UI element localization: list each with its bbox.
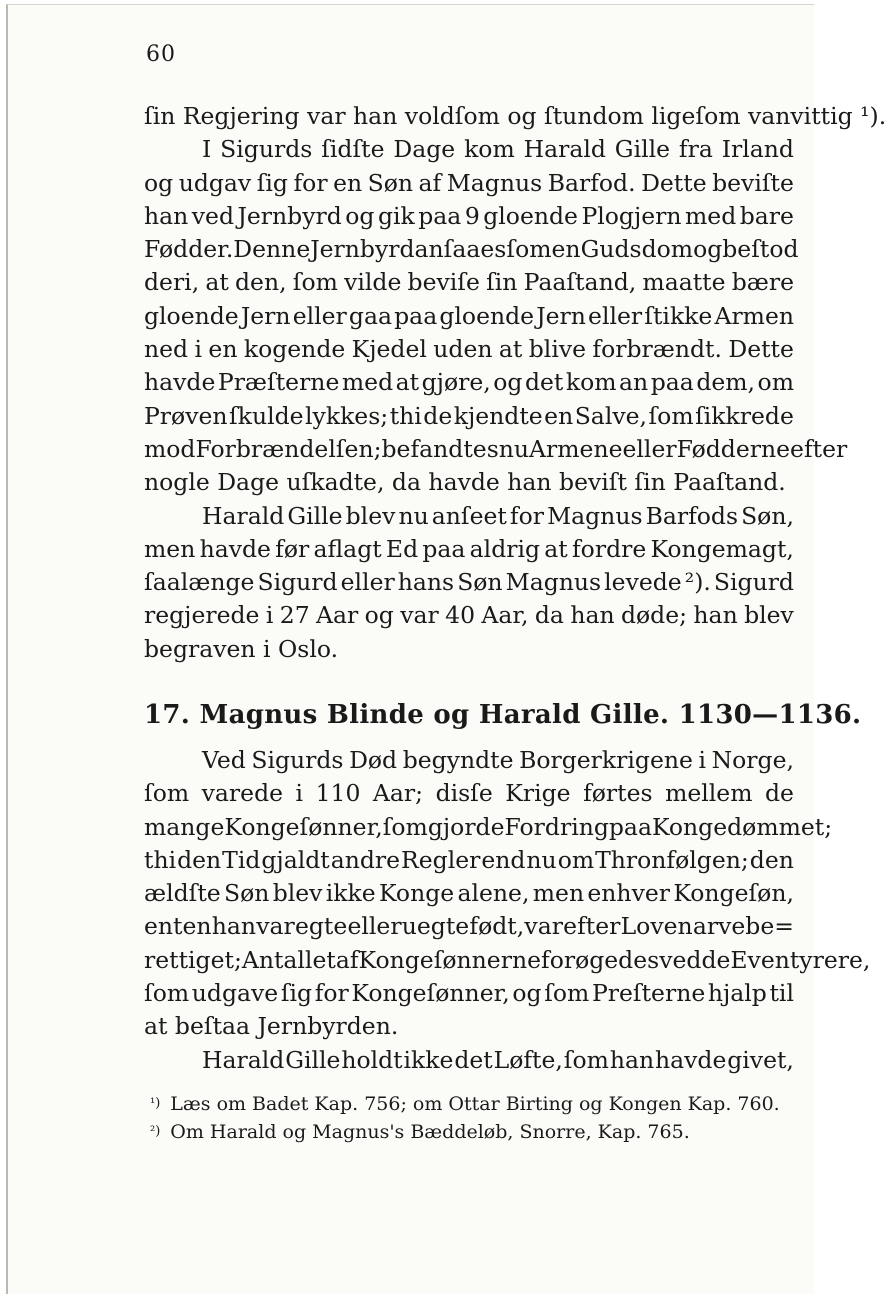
footnotes <box>150 1090 794 1146</box>
text-line: enten han var egte eller uegte født, var efter Loven arvebe= <box>144 912 794 941</box>
text-line: Prøven ſkulde lykkes; thi de kjendte en Salve, ſom ſikkrede <box>144 401 794 430</box>
section-heading: 17. Magnus Blinde og Harald Gille. 1130—1136. <box>144 700 862 730</box>
text-line: og udgav ſig for en Søn af Magnus Barfod. Dette beviſte <box>144 168 794 197</box>
footnote-marker: ²) <box>150 1124 161 1139</box>
text-line: nogle Dage uſkadte, da havde han beviſt ſin Paaſtand. <box>144 468 786 497</box>
text-line: rettiget; Antallet af Kongeſønnerne forøgedes ved de Eventyrere, <box>144 945 871 974</box>
text-line: mange Kongeſønner, ſom gjorde Fordring paa Kongedømmet; <box>144 812 833 841</box>
text-line: begraven i Oslo. <box>144 634 339 663</box>
text-line: han ved Jernbyrd og gik paa 9 gloende Plogjern med bare <box>144 201 794 230</box>
body-text-bottom <box>144 744 871 1077</box>
text-line: Harald Gille holdt ikke det Løfte, ſom han havde givet, <box>202 1045 794 1074</box>
text-line: at beſtaa Jernbyrden. <box>144 1012 399 1041</box>
footnote <box>150 1118 794 1146</box>
footnote-marker: ¹) <box>150 1096 161 1111</box>
text-line: havde Præſterne med at gjøre, og det kom an paa dem, om <box>144 368 794 397</box>
text-line: Ved Sigurds Død begyndte Borgerkrigene i Norge, <box>202 746 794 774</box>
text-line: ſom varede i 110 Aar; disſe Krige førtes mellem de <box>144 779 794 808</box>
footnote-text: Om Harald og Magnus's Bæddeløb, Snorre, Kap. 765. <box>170 1121 690 1143</box>
text-line: men havde før aflagt Ed paa aldrig at fordre Kongemagt, <box>144 534 794 563</box>
text-line: ældſte Søn blev ikke Konge alene, men enhver Kongeſøn, <box>144 879 794 908</box>
footnote-text: Læs om Badet Kap. 756; om Ottar Birting og Kongen Kap. 760. <box>170 1093 780 1115</box>
text-line: Harald Gille blev nu anſeet for Magnus Barfods Søn, <box>202 501 794 530</box>
text-line: Fødder. Denne Jernbyrd anſaaes ſom en Gudsdom og beſtod <box>144 235 799 264</box>
text-line: ſaalænge Sigurd eller hans Søn Magnus levede ²). Sigurd <box>144 568 794 597</box>
text-line: I Sigurds ſidſte Dage kom Harald Gille fra Irland <box>202 135 794 164</box>
body-text-top <box>144 100 886 666</box>
text-line: mod Forbrændelſen; befandtes nu Armene eller Fødderne efter <box>144 434 848 463</box>
text-line: ſom udgave ſig for Kongeſønner, og ſom Preſterne hjalp til <box>144 979 794 1008</box>
text-line: gloende Jern eller gaa paa gloende Jern eller ſtikke Armen <box>144 301 794 330</box>
text-line: ſin Regjering var han voldſom og ſtundom ligeſom vanvittig ¹). <box>144 102 886 130</box>
text-line: ned i en kogende Kjedel uden at blive forbrændt. Dette <box>144 335 794 364</box>
text-line: deri, at den, ſom vilde beviſe ſin Paaſtand, maatte bære <box>144 268 794 297</box>
page-number: 60 <box>146 42 176 67</box>
text-line: regjerede i 27 Aar og var 40 Aar, da han døde; han blev <box>144 601 794 630</box>
text-line: thi den Tid gjaldt andre Regler end nu om Thronfølgen; den <box>144 845 794 874</box>
footnote <box>150 1090 794 1118</box>
